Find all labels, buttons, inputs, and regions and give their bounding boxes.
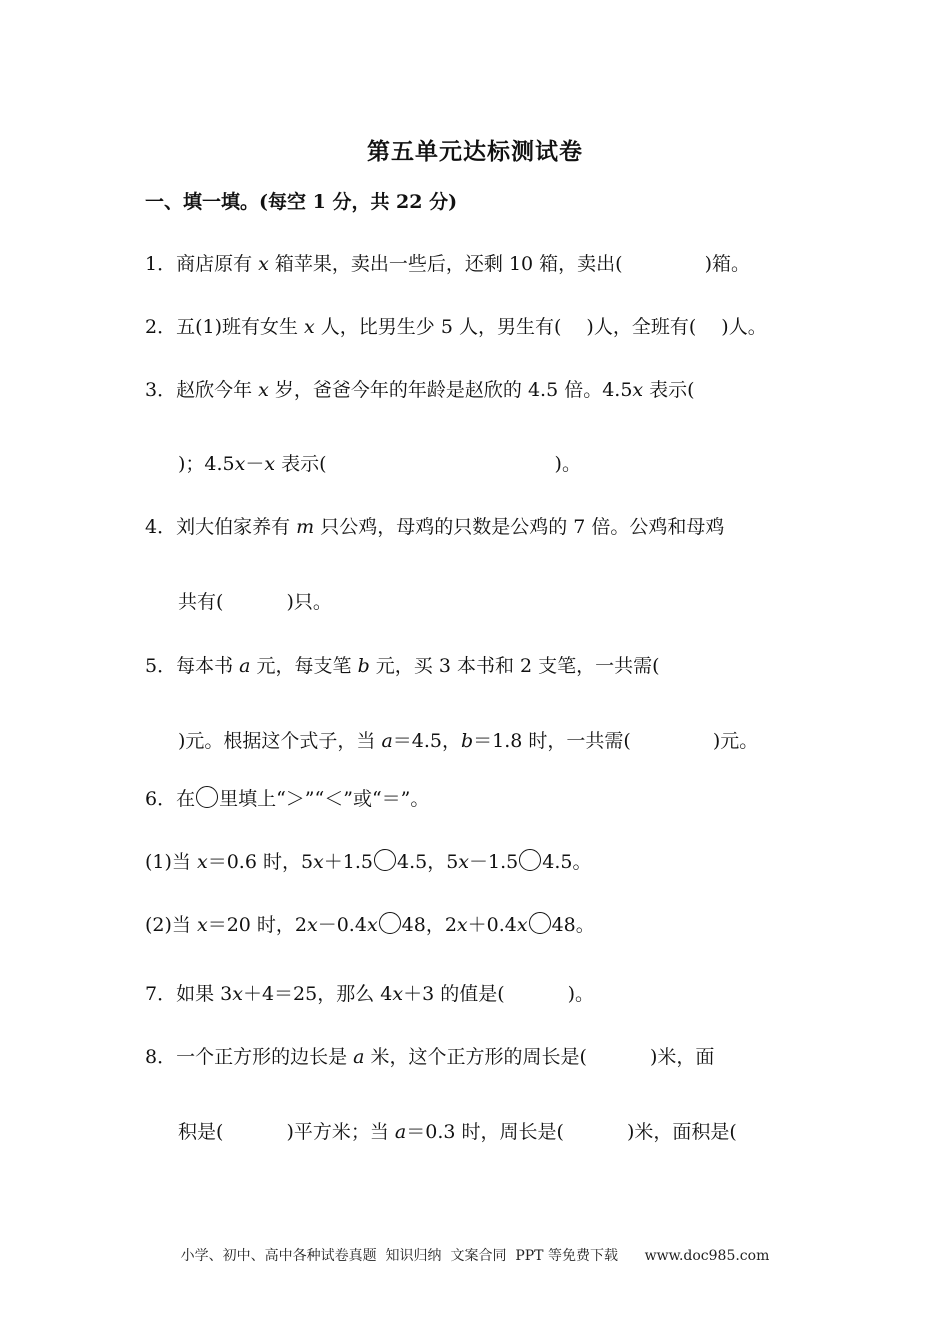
question-3-line-1: 3．赵欣今年 x 岁，爸爸今年的年龄是赵欣的 4.5 倍。4.5x 表示( <box>145 379 695 401</box>
compare-circle[interactable] <box>374 849 396 871</box>
question-7: 7．如果 3x＋4＝25，那么 4x＋3 的值是( )。 <box>145 983 595 1005</box>
section-heading: 一、填一填。(每空 1 分，共 22 分) <box>145 191 458 213</box>
question-6-part-1: (1)当 x＝0.6 时，5x＋1.5 4.5，5x－1.5 4.5。 <box>145 851 592 873</box>
question-5-line-1: 5．每本书 a 元，每支笔 b 元，买 3 本书和 2 支笔，一共需( <box>145 655 660 677</box>
question-2: 2．五(1)班有女生 x 人，比男生少 5 人，男生有( )人，全班有( )人。 <box>145 316 767 338</box>
circle-blank <box>196 786 218 808</box>
footer-text: 小学、初中、高中各种试卷真题 知识归纳 文案合同 PPT 等免费下载 www.doc985.com <box>180 1248 770 1264</box>
question-6-part-2: (2)当 x＝20 时，2x－0.4x 48，2x＋0.4x 48。 <box>145 914 595 936</box>
question-4-line-2: 共有( )只。 <box>178 591 332 613</box>
question-8-line-2: 积是( )平方米；当 a＝0.3 时，周长是( )米，面积是( <box>178 1121 737 1143</box>
question-4-line-1: 4．刘大伯家养有 m 只公鸡，母鸡的只数是公鸡的 7 倍。公鸡和母鸡 <box>145 516 725 538</box>
compare-circle[interactable] <box>379 912 401 934</box>
page-title: 第五单元达标测试卷 <box>367 138 583 165</box>
question-5-line-2: )元。根据这个式子，当 a＝4.5，b＝1.8 时，一共需( )元。 <box>178 730 759 752</box>
compare-circle[interactable] <box>529 912 551 934</box>
compare-circle[interactable] <box>519 849 541 871</box>
question-6: 6．在 里填上“＞”“＜”或“＝”。 <box>145 788 430 810</box>
question-1: 1．商店原有 x 箱苹果，卖出一些后，还剩 10 箱，卖出( )箱。 <box>145 253 751 275</box>
question-3-line-2: )；4.5x－x 表示( )。 <box>178 453 581 475</box>
question-8-line-1: 8．一个正方形的边长是 a 米，这个正方形的周长是( )米，面 <box>145 1046 715 1068</box>
